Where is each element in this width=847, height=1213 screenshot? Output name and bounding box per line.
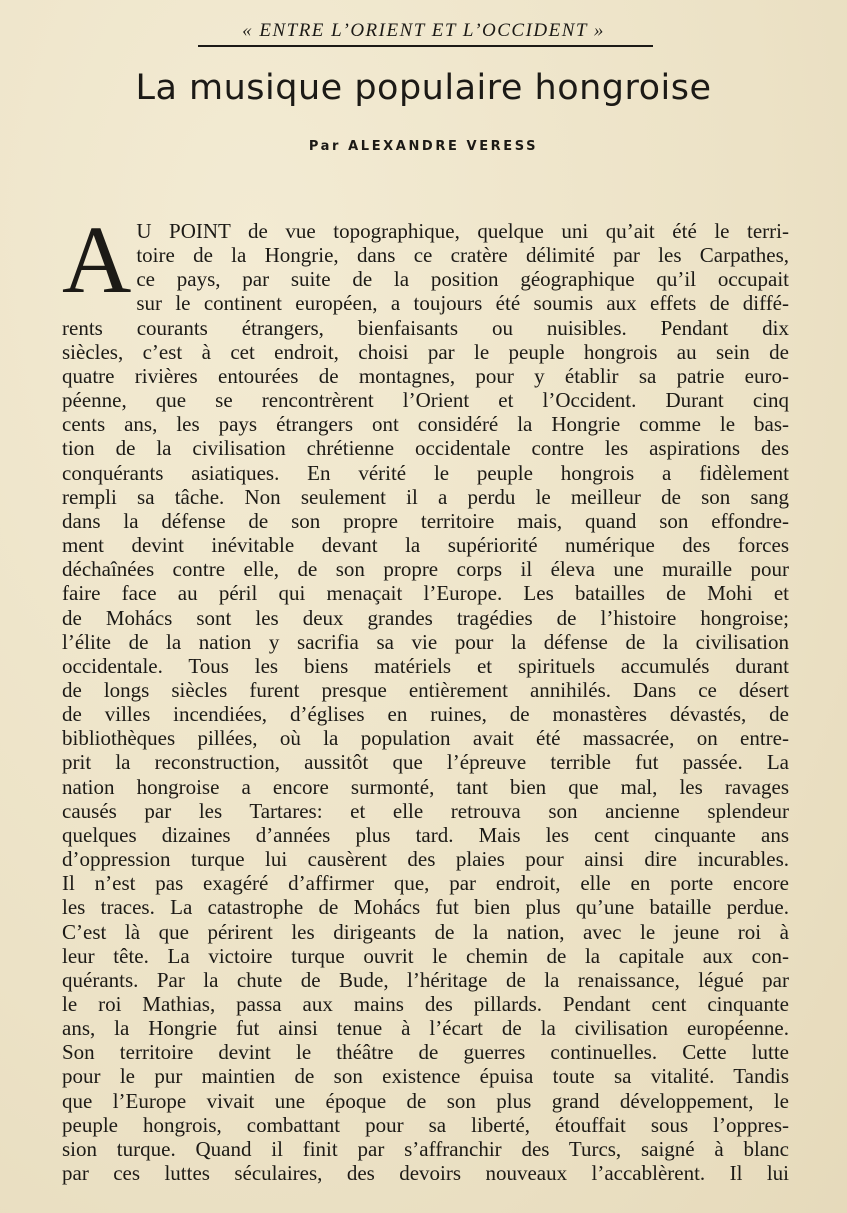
- text-line: quérants. Par la chute de Bude, l’héritage de la renaissance, légué par: [62, 967, 789, 992]
- text-line: l’élite de la nation y sacrifia sa vie pour la défense de la civilisation: [62, 629, 789, 654]
- text-line: tion de la civilisation chrétienne occidentale contre les aspirations des: [62, 436, 789, 461]
- text-line: nation hongroise a encore surmonté, tant bien que mal, les ravages: [62, 774, 789, 799]
- text-line: ment devint inévitable devant la supériorité numérique des forces: [62, 533, 789, 558]
- text-line: quatre rivières entourées de montagnes, pour y établir sa patrie euro-: [62, 363, 789, 388]
- article-title: La musique populaire hongroise: [135, 68, 712, 108]
- text-line: péenne, que se rencontrèrent l’Orient et l’Occident. Durant cinq: [62, 388, 789, 413]
- text-line: conquérants asiatiques. En vérité le peuple hongrois a fidèlement: [62, 460, 789, 485]
- text-line: dans la défense de son propre territoire mais, quand son effondre-: [62, 508, 789, 533]
- text-line: occidentale. Tous les biens matériels et spirituels accumulés durant: [62, 653, 789, 678]
- text-line: par ces luttes séculaires, des devoirs nouveaux l’accablèrent. Il lui: [62, 1161, 789, 1186]
- text-line: siècles, c’est à cet endroit, choisi par le peuple hongrois au sein de: [62, 339, 789, 364]
- text-line: leur tête. La victoire turque ouvrit le chemin de la capitale aux con-: [62, 943, 789, 968]
- text-line: ce pays, par suite de la position géographique qu’il occupait: [136, 267, 789, 292]
- kicker-underline: [198, 45, 653, 47]
- text-line: sion turque. Quand il finit par s’affranchir des Turcs, saigné à blanc: [62, 1136, 789, 1161]
- text-line: sur le continent européen, a toujours été soumis aux effets de diffé-: [136, 291, 789, 316]
- text-line: cents ans, les pays étrangers ont considéré la Hongrie comme le bas-: [62, 412, 789, 437]
- text-line: toire de la Hongrie, dans ce cratère délimité par les Carpathes,: [136, 243, 789, 268]
- text-line: déchaînées contre elle, de son propre corps il éleva une muraille pour: [62, 557, 789, 582]
- section-kicker: « ENTRE L’ORIENT ET L’OCCIDENT »: [242, 20, 605, 41]
- drop-cap: A: [62, 206, 132, 313]
- text-line: rempli sa tâche. Non seulement il a perdu le meilleur de son sang: [62, 484, 789, 509]
- text-line: de Mohács sont les deux grandes tragédies de l’histoire hongroise;: [62, 605, 789, 630]
- text-line: ans, la Hongrie fut ainsi tenue à l’écart de la civilisation européenne.: [62, 1016, 789, 1041]
- article-lines: [62, 206, 789, 1186]
- text-line: U POINT de vue topographique, quelque uni qu’ait été le terri-: [136, 219, 789, 243]
- text-line: peuple hongrois, combattant pour sa liberté, étouffait sous l’oppres-: [62, 1112, 789, 1137]
- article-body: [62, 206, 789, 1186]
- article-byline: Par ALEXANDRE VERESS: [308, 139, 539, 154]
- text-line: quelques dizaines d’années plus tard. Mais les cent cinquante ans: [62, 822, 789, 847]
- text-line: faire face au péril qui menaçait l’Europe. Les batailles de Mohi et: [62, 581, 789, 606]
- text-line: causés par les Tartares: et elle retrouva son ancienne splendeur: [62, 798, 789, 823]
- text-line: Son territoire devint le théâtre de guerres continuelles. Cette lutte: [62, 1040, 789, 1065]
- text-line: de villes incendiées, d’églises en ruines, de monastères dévastés, de: [62, 702, 789, 727]
- text-line: d’oppression turque lui causèrent des plaies pour ainsi dire incurables.: [62, 847, 789, 872]
- text-line: pour le pur maintien de son existence épuisa toute sa vitalité. Tandis: [62, 1064, 789, 1089]
- text-line: prit la reconstruction, aussitôt que l’épreuve terrible fut passée. La: [62, 750, 789, 775]
- text-line: Il n’est pas exagéré d’affirmer que, par endroit, elle en porte encore: [62, 871, 789, 896]
- text-line: C’est là que périrent les dirigeants de la nation, avec le jeune roi à: [62, 919, 789, 944]
- text-line: de longs siècles furent presque entièrement annihilés. Dans ce désert: [62, 677, 789, 702]
- text-line: bibliothèques pillées, où la population avait été massacrée, on entre-: [62, 726, 789, 751]
- text-line: le roi Mathias, passa aux mains des pillards. Pendant cent cinquante: [62, 992, 789, 1016]
- text-line: que l’Europe vivait une époque de son plus grand développement, le: [62, 1088, 789, 1113]
- text-line: rents courants étrangers, bienfaisants ou nuisibles. Pendant dix: [62, 315, 789, 340]
- text-line: les traces. La catastrophe de Mohács fut bien plus qu’une bataille perdue.: [62, 895, 789, 920]
